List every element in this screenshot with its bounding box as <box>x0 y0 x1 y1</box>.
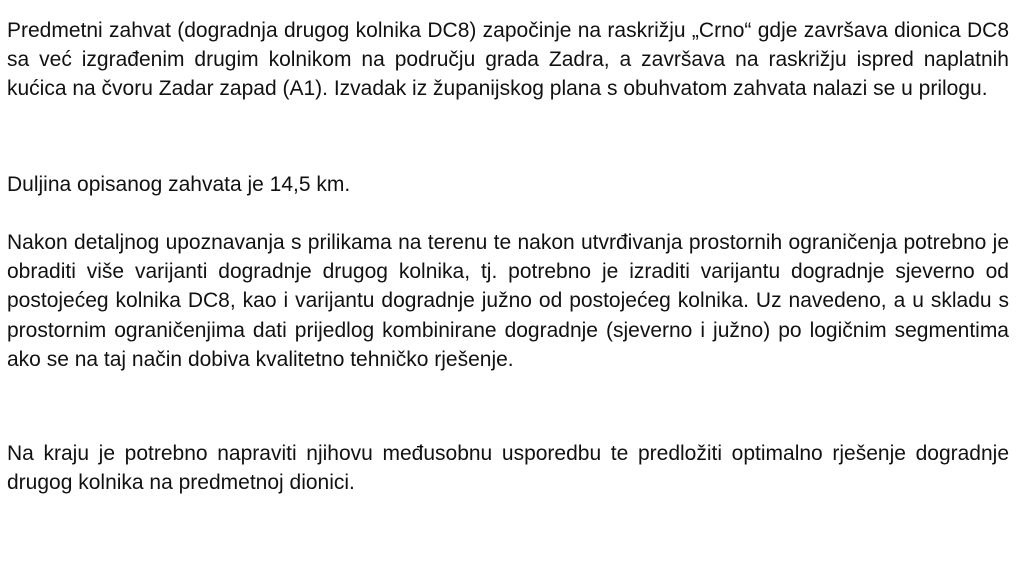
paragraph-project-scope: Predmetni zahvat (dogradnja drugog kolnika DC8) započinje na raskrižju „Crno“ gdje završava dionica DC8 sa već izgrađenim drugim kolnikom na području grada Zadra, a završava na raskrižju ispred naplatnih kućica na čvoru Zadar zapad (A1). Izvadak iz županijskog plana s obuhvatom zahvata nalazi se u prilogu. <box>7 19 1009 101</box>
paragraph-comparison: Na kraju je potrebno napraviti njihovu međusobnu usporedbu te predložiti optimalno rješenje dogradnje drugog kolnika na predmetnoj dionici. <box>7 442 1009 495</box>
paragraph-length: Duljina opisanog zahvata je 14,5 km. <box>7 173 351 196</box>
paragraph-variants: Nakon detaljnog upoznavanja s prilikama na terenu te nakon utvrđivanja prostornih ograničenja potrebno je obraditi više varijanti dogradnje drugog kolnika, tj. potrebno je izraditi varijantu dogradnje sjeverno od postojećeg kolnika DC8, kao i varijantu dogradnje južno od postojećeg kolnika. Uz navedeno, a u skladu s prostornim ograničenjima dati prijedlog kombinirane dogradnje (sjeverno i južno) po logičnim segmentima ako se na taj način dobiva kvalitetno tehničko rješenje. <box>7 231 1009 371</box>
